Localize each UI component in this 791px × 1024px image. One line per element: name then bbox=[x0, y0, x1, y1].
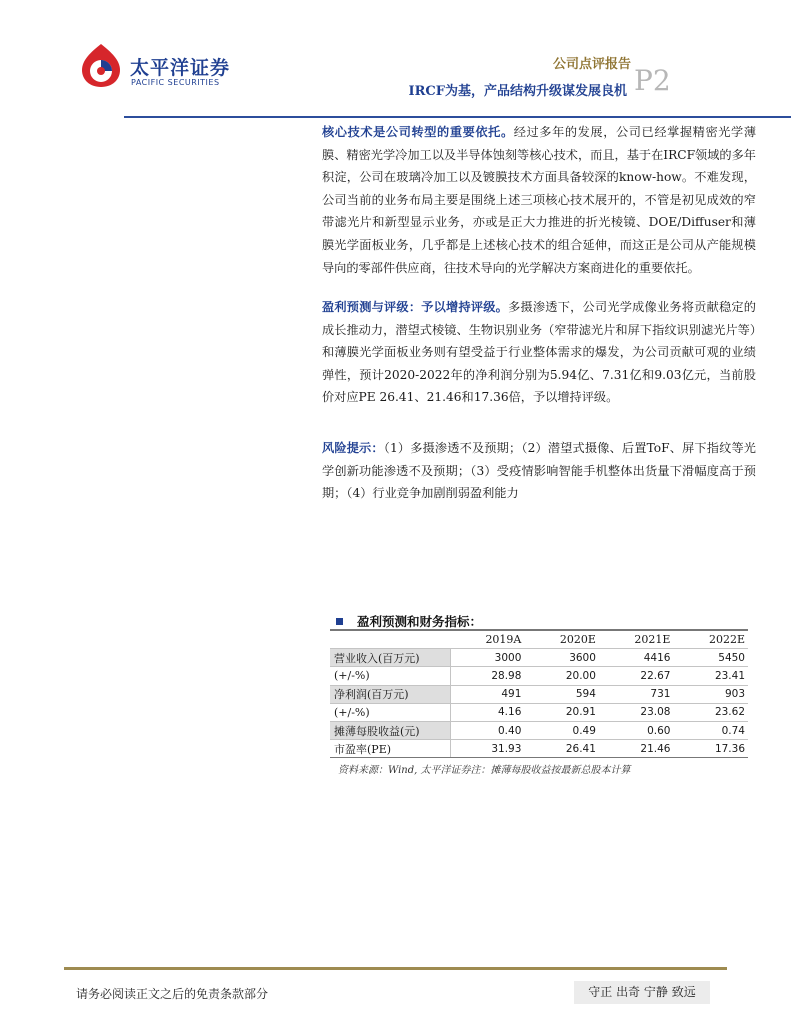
table-cell: 491 bbox=[450, 685, 524, 703]
paragraph-risk-warning bbox=[322, 437, 756, 505]
row-label: 摊薄每股收益(元) bbox=[330, 721, 450, 739]
table-row bbox=[330, 685, 748, 703]
footer-motto: 守正 出奇 宁静 致远 bbox=[574, 981, 710, 1004]
report-type: 公司点评报告 bbox=[552, 57, 631, 72]
table-source-note: 资料来源：Wind, 太平洋证券注：摊薄每股收益按最新总股本计算 bbox=[338, 765, 631, 776]
table-cell: 21.46 bbox=[599, 740, 674, 758]
financial-indicators-table bbox=[330, 631, 748, 758]
table-cell: 20.91 bbox=[524, 703, 599, 721]
table-header-cell: 2022E bbox=[673, 631, 748, 649]
paragraph-earnings-forecast bbox=[322, 296, 756, 409]
table-header-cell: 2020E bbox=[524, 631, 599, 649]
table-cell: 3000 bbox=[450, 649, 524, 667]
table-row bbox=[330, 740, 748, 758]
table-cell: 731 bbox=[599, 685, 674, 703]
table-cell: 20.00 bbox=[524, 667, 599, 685]
table-row bbox=[330, 721, 748, 739]
table-header-cell bbox=[330, 631, 450, 649]
table-cell: 0.74 bbox=[673, 721, 748, 739]
row-label: 营业收入(百万元) bbox=[330, 649, 450, 667]
paragraph-text: （1）多摄渗透不及预期；（2）潜望式摄像、后置ToF、屏下指纹等光学创新功能渗透不及预期；（3）受疫情影响智能手机整体出货量下滑幅度高于预期；（4）行业竞争加剧削弱盈利能力 bbox=[322, 441, 756, 501]
paragraph-heading: 风险提示： bbox=[322, 441, 384, 455]
brand-name-cn: 太平洋证券 bbox=[130, 57, 231, 79]
brand-name-en: PACIFIC SECURITIES bbox=[131, 78, 220, 87]
table-cell: 903 bbox=[673, 685, 748, 703]
table-row bbox=[330, 703, 748, 721]
table-cell: 594 bbox=[524, 685, 599, 703]
paragraph-heading: 核心技术是公司转型的重要依托。 bbox=[322, 125, 514, 139]
row-label: 净利润(百万元) bbox=[330, 685, 450, 703]
report-title: IRCF为基，产品结构升级谋发展良机 bbox=[408, 84, 627, 99]
table-cell: 0.40 bbox=[450, 721, 524, 739]
paragraph-text: 经过多年的发展，公司已经掌握精密光学薄膜、精密光学冷加工以及半导体蚀刻等核心技术，而且，基于在IRCF领域的多年积淀，公司在玻璃冷加工以及镀膜技术方面具备较深的know-how。不难发现，公司当前的业务布局主要是围绕上述三项核心技术展开的，不管是初见成效的窄带滤光片和新型显示业务，亦或是正大力推进的折光棱镜、DOE/Diffuser和薄膜光学面板业务，几乎都是上述核心技术的组合延伸，而这正是公司从产能规模导向的零部件供应商，往技术导向的光学解决方案商进化的重要依托。 bbox=[322, 125, 757, 275]
paragraph-core-technology bbox=[322, 121, 756, 279]
paragraph-heading: 盈利预测与评级：予以增持评级。 bbox=[322, 300, 509, 314]
paragraph-text: 多摄渗透下，公司光学成像业务将贡献稳定的成长推动力，潜望式棱镜、生物识别业务（窄带滤光片和屏下指纹识别滤光片等）和薄膜光学面板业务则有望受益于行业整体需求的爆发，为公司贡献可观的业绩弹性，预计2020-2022年的净利润分别为5.94亿、7.31亿和9.03亿元，当前股价对应PE 26.41、21.46和17.36倍，予以增持评级。 bbox=[322, 300, 756, 405]
footer-divider bbox=[64, 967, 727, 970]
row-label: (+/-%) bbox=[330, 703, 450, 721]
table-cell: 23.08 bbox=[599, 703, 674, 721]
table-heading bbox=[336, 612, 482, 630]
table-header-cell: 2019A bbox=[450, 631, 524, 649]
row-label: (+/-%) bbox=[330, 667, 450, 685]
row-label: 市盈率(PE) bbox=[330, 740, 450, 758]
table-header-cell: 2021E bbox=[599, 631, 674, 649]
table-cell: 17.36 bbox=[673, 740, 748, 758]
table-cell: 4416 bbox=[599, 649, 674, 667]
pacific-securities-logo-icon bbox=[78, 42, 124, 88]
square-bullet-icon bbox=[336, 618, 343, 625]
footer-disclaimer: 请务必阅读正文之后的免责条款部分 bbox=[76, 987, 269, 1001]
table-heading-text: 盈利预测和财务指标： bbox=[357, 614, 483, 629]
table-cell: 5450 bbox=[673, 649, 748, 667]
table-cell: 22.67 bbox=[599, 667, 674, 685]
table-cell: 23.41 bbox=[673, 667, 748, 685]
table-cell: 23.62 bbox=[673, 703, 748, 721]
table-row bbox=[330, 667, 748, 685]
table-cell: 28.98 bbox=[450, 667, 524, 685]
header-divider bbox=[124, 116, 791, 118]
page-number: P2 bbox=[634, 64, 671, 97]
table-cell: 4.16 bbox=[450, 703, 524, 721]
table-cell: 26.41 bbox=[524, 740, 599, 758]
table-header-row bbox=[330, 631, 748, 649]
table-cell: 0.60 bbox=[599, 721, 674, 739]
table-cell: 31.93 bbox=[450, 740, 524, 758]
table-cell: 0.49 bbox=[524, 721, 599, 739]
table-row bbox=[330, 649, 748, 667]
table-cell: 3600 bbox=[524, 649, 599, 667]
